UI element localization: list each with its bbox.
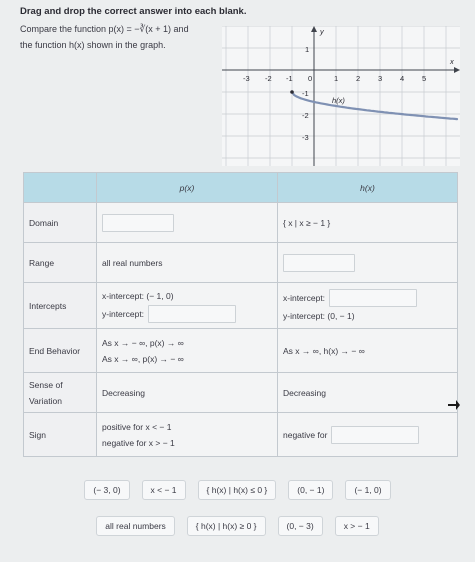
h-sign-line [283, 426, 452, 444]
p-intercepts-cell [97, 283, 278, 329]
x-tick-label: -3 [243, 74, 250, 83]
row-domain [24, 203, 458, 243]
y-axis-label: y [320, 27, 324, 36]
row-label: Sign [24, 413, 97, 457]
header-p: p(x) [97, 173, 278, 203]
drop-zone-h-sign[interactable] [331, 426, 419, 444]
p-variation-cell: Decreasing [97, 373, 278, 413]
function-graph [222, 26, 460, 166]
table-header-row [24, 173, 458, 203]
curve-start-point [290, 90, 294, 94]
y-tick-label: -3 [302, 133, 309, 142]
p-y-intercept-line [102, 305, 272, 323]
x-axis-arrow [454, 67, 460, 73]
x-tick-label: 5 [422, 74, 427, 83]
y-axis-arrow [311, 26, 317, 32]
x-tick-label: 1 [334, 74, 339, 83]
row-label-line-2: Variation [29, 395, 62, 406]
p-end-behavior-2: As x → ∞, p(x) → − ∞ [102, 353, 184, 364]
x-tick-label: -2 [265, 74, 272, 83]
answer-chip[interactable]: x > − 1 [335, 516, 379, 536]
answer-bank-row-1 [0, 480, 475, 500]
row-label: Intercepts [24, 283, 97, 329]
y-tick-label: 1 [305, 45, 310, 54]
graph-svg [222, 26, 460, 166]
question-prompt [20, 22, 225, 52]
x-tick-label: 3 [378, 74, 383, 83]
row-intercepts [24, 283, 458, 329]
row-range [24, 243, 458, 283]
prompt-line-1: Compare the function p(x) = −∛(x + 1) and [20, 24, 189, 34]
h-intercepts-cell [278, 283, 458, 329]
h-domain-cell: { x | x ≥ − 1 } [278, 203, 458, 243]
answer-chip[interactable]: { h(x) | h(x) ≤ 0 } [198, 480, 277, 500]
mouse-cursor-icon [447, 398, 461, 412]
x-tick-label: 4 [400, 74, 405, 83]
row-label: Range [24, 243, 97, 283]
drop-zone-p-domain[interactable] [102, 214, 174, 232]
p-sign-cell [97, 413, 278, 457]
p-sign-2: negative for x > − 1 [102, 437, 175, 448]
x-tick-label: 0 [308, 74, 313, 83]
x-tick-label: -1 [286, 74, 293, 83]
answer-chip[interactable]: (− 3, 0) [84, 480, 129, 500]
x-tick-label: 2 [356, 74, 361, 83]
answer-chip[interactable]: all real numbers [96, 516, 174, 536]
h-sign-cell [278, 413, 458, 457]
header-h: h(x) [278, 173, 458, 203]
row-end-behavior [24, 329, 458, 373]
comparison-table [23, 172, 458, 457]
row-sign [24, 413, 458, 457]
h-x-intercept-label: x-intercept: [283, 292, 326, 303]
row-sense-of-variation [24, 373, 458, 413]
p-y-intercept-label: y-intercept: [102, 308, 145, 319]
x-axis-label: x [450, 57, 454, 66]
row-label [24, 373, 97, 413]
y-tick-label: -1 [302, 89, 309, 98]
prompt-line-2: the function h(x) shown in the graph. [20, 40, 166, 50]
h-range-cell [278, 243, 458, 283]
answer-chip[interactable]: { h(x) | h(x) ≥ 0 } [187, 516, 266, 536]
drop-zone-p-y-intercept[interactable] [148, 305, 236, 323]
p-x-intercept: x-intercept: (− 1, 0) [102, 290, 174, 301]
h-sign-label: negative for [283, 429, 328, 440]
h-curve [292, 92, 457, 119]
drop-zone-h-range[interactable] [283, 254, 355, 272]
h-y-intercept: y-intercept: (0, − 1) [283, 310, 355, 321]
h-x-intercept-line [283, 289, 452, 307]
h-variation-cell: Decreasing [278, 373, 458, 413]
answer-chip[interactable]: (0, − 1) [288, 480, 333, 500]
answer-bank-row-2 [0, 516, 475, 536]
instruction-text: Drag and drop the correct answer into each blank. [20, 6, 247, 17]
p-domain-cell [97, 203, 278, 243]
header-blank [24, 173, 97, 203]
h-end-behavior-cell: As x → ∞, h(x) → − ∞ [278, 329, 458, 373]
answer-chip[interactable]: x < − 1 [142, 480, 186, 500]
answer-chip[interactable]: (0, − 3) [278, 516, 323, 536]
curve-label: h(x) [332, 96, 345, 105]
drop-zone-h-x-intercept[interactable] [329, 289, 417, 307]
row-label: Domain [24, 203, 97, 243]
p-range-cell: all real numbers [97, 243, 278, 283]
p-sign-1: positive for x < − 1 [102, 421, 172, 432]
row-label: End Behavior [24, 329, 97, 373]
p-end-behavior-1: As x → − ∞, p(x) → ∞ [102, 337, 184, 348]
y-tick-label: -2 [302, 111, 309, 120]
row-label-line-1: Sense of [29, 379, 63, 390]
p-end-behavior-cell [97, 329, 278, 373]
answer-chip[interactable]: (− 1, 0) [345, 480, 390, 500]
